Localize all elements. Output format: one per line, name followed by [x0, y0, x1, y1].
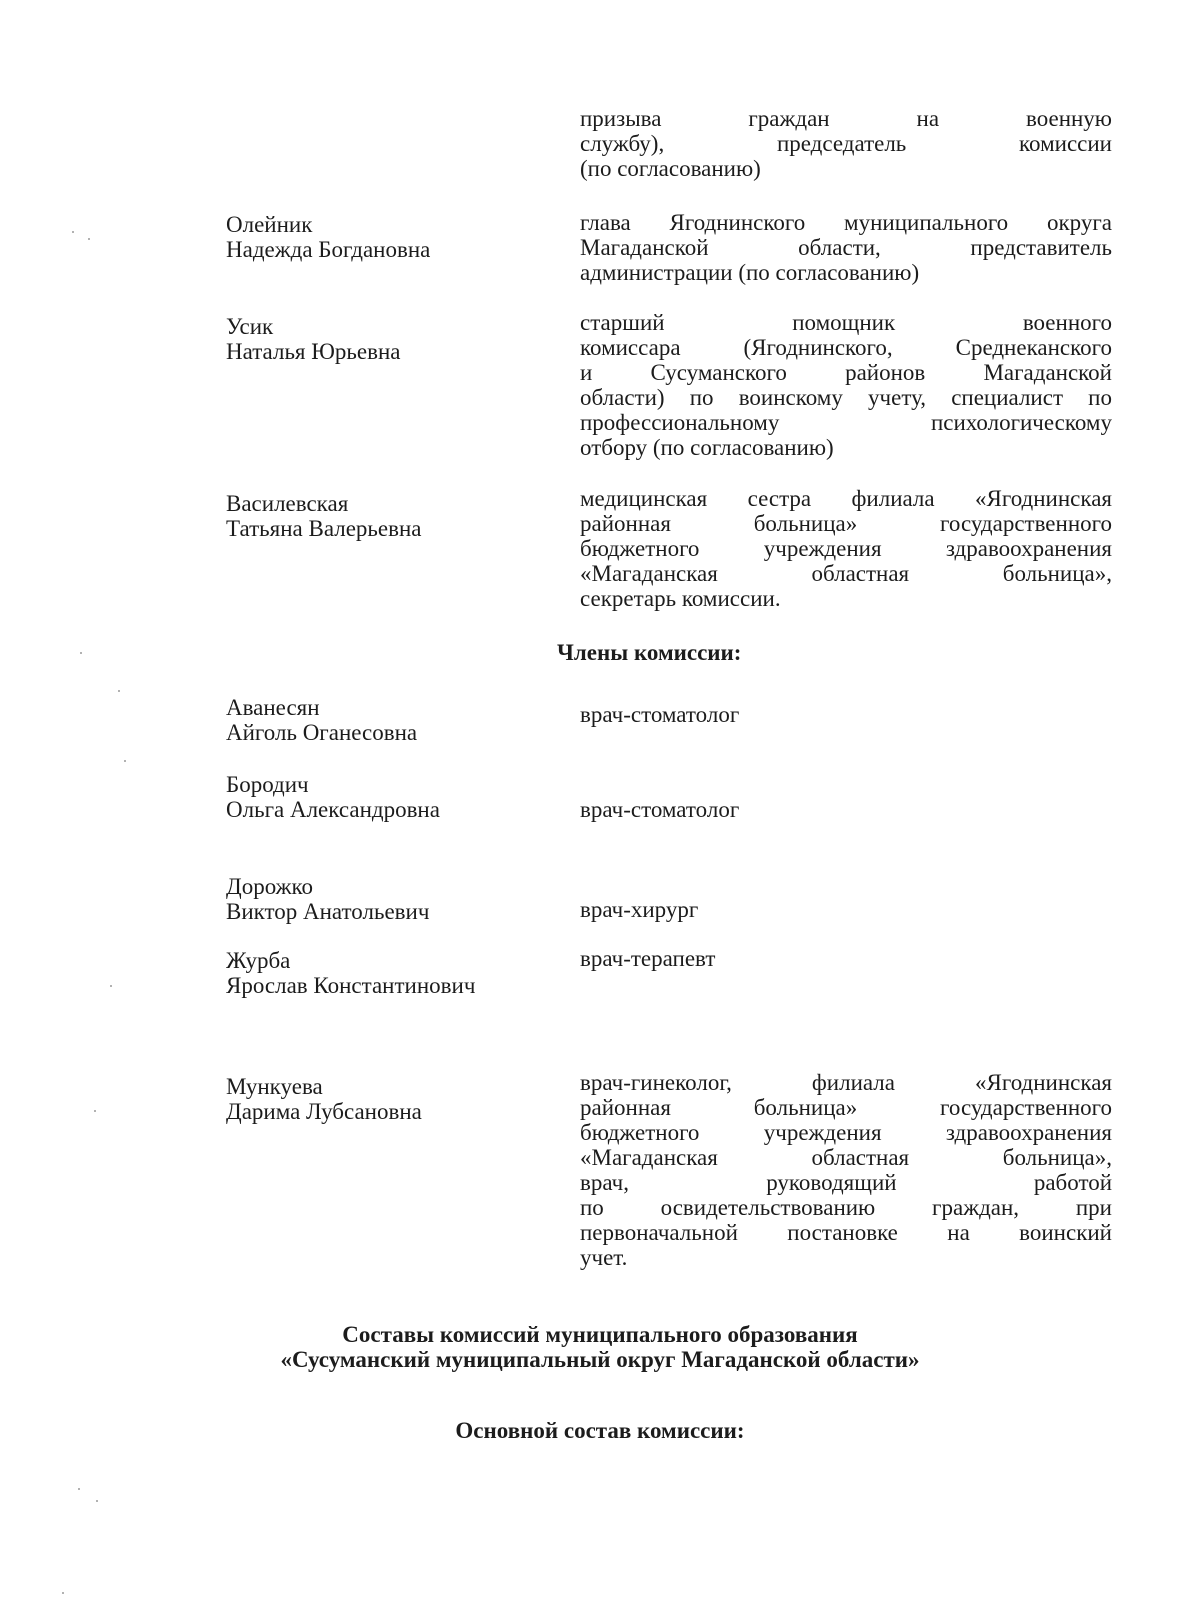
- scan-speck: [80, 652, 82, 654]
- section-title-line: «Сусуманский муниципальный округ Магаданской области»: [280, 1347, 920, 1372]
- members-heading: Члены комиссии:: [557, 640, 742, 665]
- scan-speck: [88, 238, 90, 240]
- given-names: Дарима Лубсановна: [226, 1099, 422, 1124]
- description-line: Магаданской области, представитель: [580, 235, 1112, 260]
- description-line: (по согласованию): [580, 156, 761, 181]
- description-line: бюджетного учреждения здравоохранения: [580, 1120, 1112, 1145]
- main-composition-heading: Основной состав комиссии:: [455, 1418, 745, 1443]
- description-line: врач-стоматолог: [580, 702, 740, 727]
- entry-2-name: [226, 314, 546, 364]
- description-line: бюджетного учреждения здравоохранения: [580, 536, 1112, 561]
- description-line: врач-стоматолог: [580, 797, 740, 822]
- description-line: учет.: [580, 1245, 628, 1270]
- description-line: врач, руководящий работой: [580, 1170, 1112, 1195]
- description-line: области) по воинскому учету, специалист по: [580, 385, 1112, 410]
- surname: Дорожко: [226, 874, 314, 899]
- member-4-description: [580, 1070, 1112, 1270]
- description-line: призыва граждан на военную: [580, 106, 1112, 131]
- description-line: глава Ягоднинского муниципального округа: [580, 210, 1112, 235]
- scan-speck: [78, 1488, 80, 1490]
- surname: Усик: [226, 314, 274, 339]
- description-line: службу), председатель комиссии: [580, 131, 1112, 156]
- description-line: врач-терапевт: [580, 946, 716, 971]
- scan-speck: [94, 1110, 96, 1112]
- member-1-name: [226, 772, 546, 822]
- description-line: медицинская сестра филиала «Ягоднинская: [580, 486, 1112, 511]
- given-names: Виктор Анатольевич: [226, 899, 430, 924]
- surname: Бородич: [226, 772, 309, 797]
- section-title-line: Составы комиссий муниципального образования: [342, 1322, 858, 1347]
- member-2-description: [580, 897, 1112, 922]
- given-names: Ярослав Константинович: [226, 973, 476, 998]
- surname: Журба: [226, 948, 291, 973]
- description-line: врач-гинеколог, филиала «Ягоднинская: [580, 1070, 1112, 1095]
- scan-speck: [118, 690, 120, 692]
- given-names: Надежда Богдановна: [226, 237, 431, 262]
- given-names: Татьяна Валерьевна: [226, 516, 422, 541]
- scan-speck: [124, 760, 126, 762]
- description-line: районная больница» государственного: [580, 511, 1112, 536]
- surname: Мункуева: [226, 1074, 323, 1099]
- given-names: Наталья Юрьевна: [226, 339, 401, 364]
- member-0-name: [226, 695, 546, 745]
- entry-1-name: [226, 212, 546, 262]
- description-line: первоначальной постановке на воинский: [580, 1220, 1112, 1245]
- entry-0-description: [580, 106, 1112, 181]
- description-line: «Магаданская областная больница»,: [580, 1145, 1112, 1170]
- description-line: секретарь комиссии.: [580, 586, 781, 611]
- member-3-name: [226, 948, 546, 998]
- description-line: районная больница» государственного: [580, 1095, 1112, 1120]
- description-line: и Сусуманского районов Магаданской: [580, 360, 1112, 385]
- description-line: отбору (по согласованию): [580, 435, 834, 460]
- scan-speck: [62, 1592, 64, 1594]
- entry-3-description: [580, 486, 1112, 611]
- member-0-description: [580, 702, 1112, 727]
- given-names: Айголь Оганесовна: [226, 720, 418, 745]
- member-4-name: [226, 1074, 546, 1124]
- description-line: «Магаданская областная больница»,: [580, 561, 1112, 586]
- description-line: профессиональному психологическому: [580, 410, 1112, 435]
- member-2-name: [226, 874, 546, 924]
- scan-speck: [96, 1500, 98, 1502]
- description-line: по освидетельствованию граждан, при: [580, 1195, 1112, 1220]
- description-line: старший помощник военного: [580, 310, 1112, 335]
- surname: Олейник: [226, 212, 313, 237]
- surname: Василевская: [226, 491, 349, 516]
- entry-3-name: [226, 491, 546, 541]
- entry-2-description: [580, 310, 1112, 460]
- scan-speck: [72, 231, 74, 233]
- surname: Аванесян: [226, 695, 320, 720]
- description-line: комиссара (Ягоднинского, Среднеканского: [580, 335, 1112, 360]
- member-3-description: [580, 946, 1112, 971]
- given-names: Ольга Александровна: [226, 797, 440, 822]
- description-line: врач-хирург: [580, 897, 699, 922]
- member-1-description: [580, 797, 1112, 822]
- section-title: [0, 1322, 1200, 1372]
- entry-1-description: [580, 210, 1112, 285]
- scan-speck: [110, 985, 112, 987]
- description-line: администрации (по согласованию): [580, 260, 920, 285]
